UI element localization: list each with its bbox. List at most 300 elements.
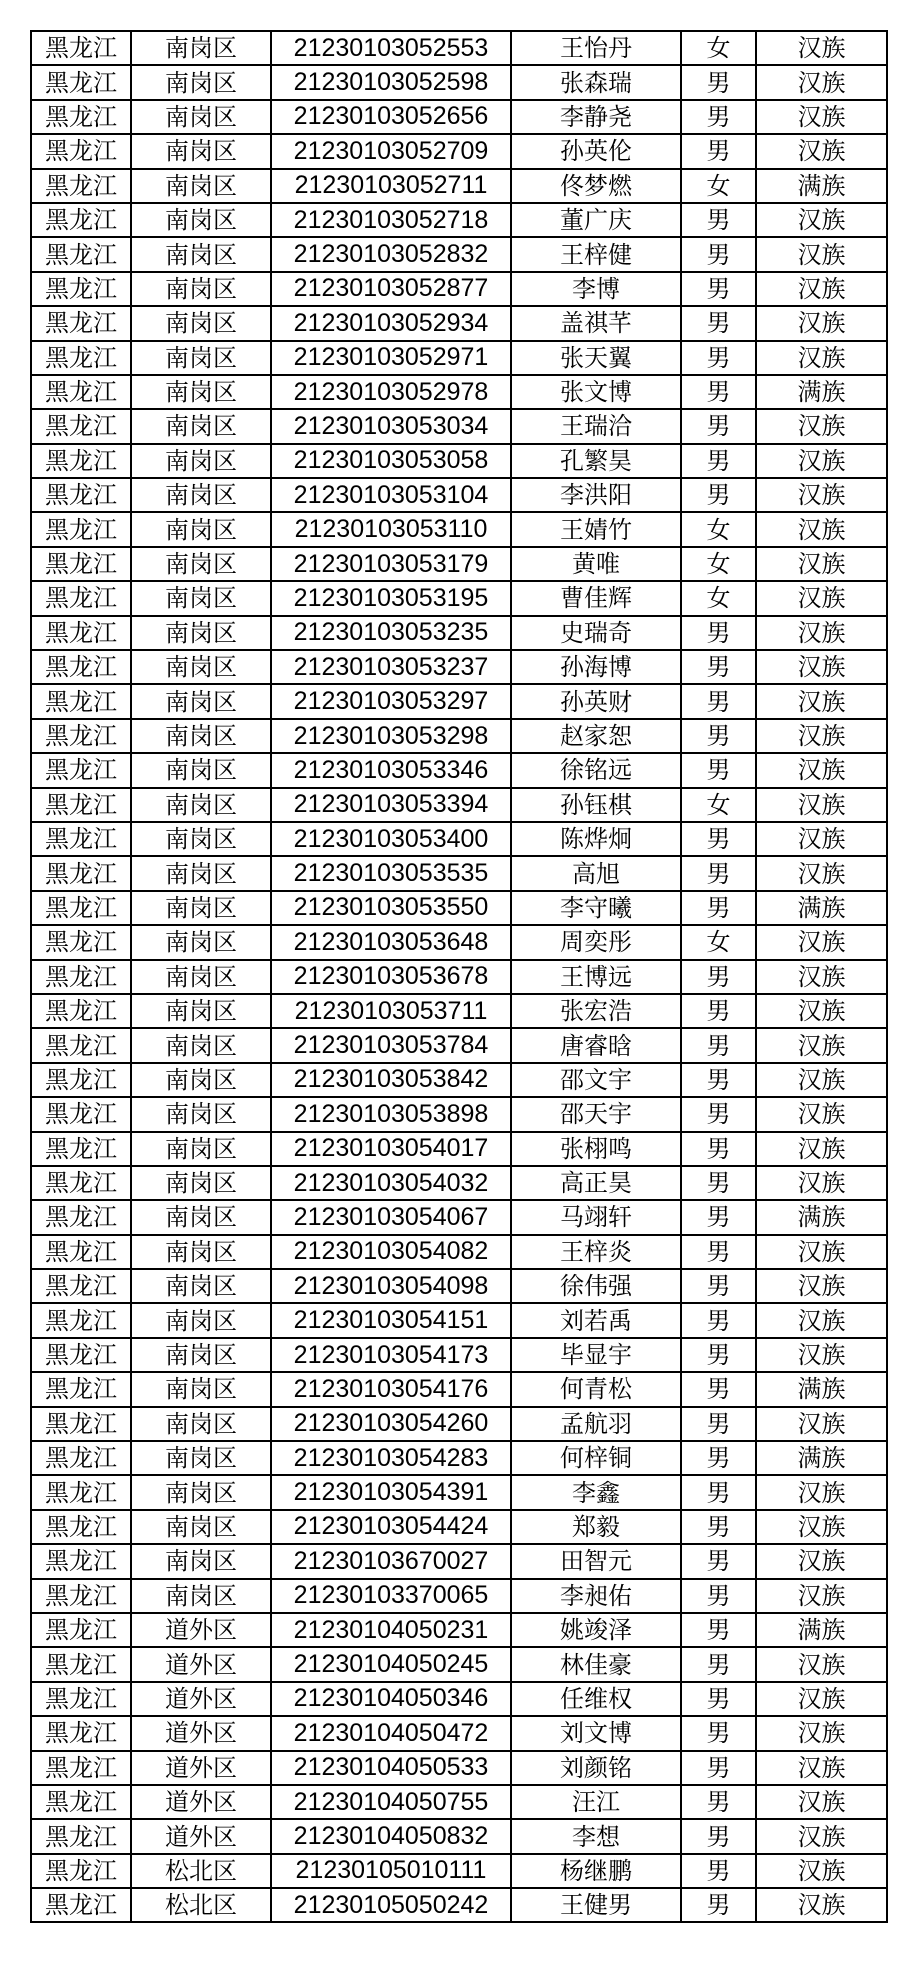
exam-number-cell: 21230104050755 <box>271 1785 511 1819</box>
ethnicity-cell: 汉族 <box>756 272 887 306</box>
district-cell: 道外区 <box>131 1647 271 1681</box>
exam-number-cell: 21230103052598 <box>271 65 511 99</box>
exam-number-cell: 21230103052832 <box>271 237 511 271</box>
ethnicity-cell: 汉族 <box>756 1647 887 1681</box>
table-row <box>31 1407 887 1441</box>
table-row <box>31 719 887 753</box>
ethnicity-cell: 汉族 <box>756 822 887 856</box>
table-row <box>31 1751 887 1785</box>
exam-number-cell: 21230103053298 <box>271 719 511 753</box>
ethnicity-cell: 汉族 <box>756 1475 887 1509</box>
name-cell: 刘若禹 <box>511 1303 681 1337</box>
name-cell: 孙海博 <box>511 650 681 684</box>
name-cell: 李博 <box>511 272 681 306</box>
table-row <box>31 994 887 1028</box>
name-cell: 盖祺芊 <box>511 306 681 340</box>
name-cell: 孟航羽 <box>511 1407 681 1441</box>
exam-number-cell: 21230105010111 <box>271 1854 511 1888</box>
exam-number-cell: 21230104050245 <box>271 1647 511 1681</box>
table-row <box>31 925 887 959</box>
ethnicity-cell: 汉族 <box>756 409 887 443</box>
gender-cell: 男 <box>681 753 756 787</box>
gender-cell: 男 <box>681 650 756 684</box>
name-cell: 张森瑞 <box>511 65 681 99</box>
district-cell: 南岗区 <box>131 925 271 959</box>
ethnicity-cell: 汉族 <box>756 1544 887 1578</box>
gender-cell: 男 <box>681 1510 756 1544</box>
province-cell: 黑龙江 <box>31 100 131 134</box>
name-cell: 林佳豪 <box>511 1647 681 1681</box>
gender-cell: 男 <box>681 1235 756 1269</box>
table-row <box>31 1579 887 1613</box>
province-cell: 黑龙江 <box>31 65 131 99</box>
district-cell: 南岗区 <box>131 272 271 306</box>
district-cell: 南岗区 <box>131 1028 271 1062</box>
table-row <box>31 684 887 718</box>
name-cell: 陈烨炯 <box>511 822 681 856</box>
name-cell: 李想 <box>511 1819 681 1853</box>
exam-number-cell: 21230103053678 <box>271 960 511 994</box>
table-row <box>31 856 887 890</box>
gender-cell: 男 <box>681 444 756 478</box>
name-cell: 王婧竹 <box>511 512 681 546</box>
gender-cell: 男 <box>681 891 756 925</box>
province-cell: 黑龙江 <box>31 616 131 650</box>
district-cell: 南岗区 <box>131 753 271 787</box>
province-cell: 黑龙江 <box>31 1579 131 1613</box>
table-row <box>31 1063 887 1097</box>
district-cell: 南岗区 <box>131 203 271 237</box>
gender-cell: 男 <box>681 134 756 168</box>
province-cell: 黑龙江 <box>31 684 131 718</box>
district-cell: 南岗区 <box>131 1372 271 1406</box>
name-cell: 李昶佑 <box>511 1579 681 1613</box>
province-cell: 黑龙江 <box>31 581 131 615</box>
gender-cell: 男 <box>681 409 756 443</box>
district-cell: 南岗区 <box>131 65 271 99</box>
table-row <box>31 1647 887 1681</box>
district-cell: 南岗区 <box>131 1303 271 1337</box>
province-cell: 黑龙江 <box>31 1269 131 1303</box>
ethnicity-cell: 汉族 <box>756 684 887 718</box>
district-cell: 南岗区 <box>131 1200 271 1234</box>
gender-cell: 男 <box>681 237 756 271</box>
exam-number-cell: 21230103053550 <box>271 891 511 925</box>
exam-number-cell: 21230103053400 <box>271 822 511 856</box>
province-cell: 黑龙江 <box>31 1063 131 1097</box>
exam-number-cell: 21230103053842 <box>271 1063 511 1097</box>
ethnicity-cell: 汉族 <box>756 512 887 546</box>
ethnicity-cell: 汉族 <box>756 1510 887 1544</box>
gender-cell: 男 <box>681 203 756 237</box>
district-cell: 松北区 <box>131 1854 271 1888</box>
district-cell: 南岗区 <box>131 856 271 890</box>
gender-cell: 男 <box>681 1544 756 1578</box>
gender-cell: 男 <box>681 1819 756 1853</box>
province-cell: 黑龙江 <box>31 375 131 409</box>
gender-cell: 男 <box>681 1028 756 1062</box>
table-row <box>31 1235 887 1269</box>
gender-cell: 女 <box>681 788 756 822</box>
name-cell: 张宏浩 <box>511 994 681 1028</box>
exam-number-cell: 21230103053297 <box>271 684 511 718</box>
exam-number-cell: 21230103052718 <box>271 203 511 237</box>
gender-cell: 男 <box>681 1751 756 1785</box>
gender-cell: 男 <box>681 1785 756 1819</box>
ethnicity-cell: 汉族 <box>756 1751 887 1785</box>
name-cell: 邵天宇 <box>511 1097 681 1131</box>
gender-cell: 男 <box>681 1132 756 1166</box>
exam-number-cell: 21230103053235 <box>271 616 511 650</box>
ethnicity-cell: 汉族 <box>756 1888 887 1922</box>
exam-number-cell: 21230103053110 <box>271 512 511 546</box>
table-row <box>31 1166 887 1200</box>
province-cell: 黑龙江 <box>31 925 131 959</box>
ethnicity-cell: 汉族 <box>756 581 887 615</box>
ethnicity-cell: 汉族 <box>756 1407 887 1441</box>
province-cell: 黑龙江 <box>31 1785 131 1819</box>
ethnicity-cell: 汉族 <box>756 1028 887 1062</box>
name-cell: 姚竣泽 <box>511 1613 681 1647</box>
province-cell: 黑龙江 <box>31 1544 131 1578</box>
district-cell: 南岗区 <box>131 1166 271 1200</box>
district-cell: 南岗区 <box>131 547 271 581</box>
province-cell: 黑龙江 <box>31 994 131 1028</box>
district-cell: 南岗区 <box>131 788 271 822</box>
province-cell: 黑龙江 <box>31 650 131 684</box>
table-row <box>31 1819 887 1853</box>
table-row <box>31 753 887 787</box>
ethnicity-cell: 汉族 <box>756 994 887 1028</box>
exam-number-cell: 21230103053104 <box>271 478 511 512</box>
table-row <box>31 1441 887 1475</box>
province-cell: 黑龙江 <box>31 203 131 237</box>
exam-number-cell: 21230103053058 <box>271 444 511 478</box>
exam-number-cell: 21230103053034 <box>271 409 511 443</box>
province-cell: 黑龙江 <box>31 1888 131 1922</box>
table-row <box>31 788 887 822</box>
name-cell: 何青松 <box>511 1372 681 1406</box>
ethnicity-cell: 汉族 <box>756 65 887 99</box>
exam-number-cell: 21230103052978 <box>271 375 511 409</box>
name-cell: 李静尧 <box>511 100 681 134</box>
exam-number-cell: 21230103054176 <box>271 1372 511 1406</box>
gender-cell: 男 <box>681 994 756 1028</box>
district-cell: 南岗区 <box>131 684 271 718</box>
exam-number-cell: 21230103052971 <box>271 341 511 375</box>
exam-number-cell: 21230103054082 <box>271 1235 511 1269</box>
name-cell: 汪江 <box>511 1785 681 1819</box>
table-row <box>31 169 887 203</box>
gender-cell: 男 <box>681 1854 756 1888</box>
gender-cell: 男 <box>681 719 756 753</box>
table-row <box>31 1510 887 1544</box>
name-cell: 杨继鹏 <box>511 1854 681 1888</box>
province-cell: 黑龙江 <box>31 1303 131 1337</box>
ethnicity-cell: 汉族 <box>756 1303 887 1337</box>
name-cell: 刘文博 <box>511 1716 681 1750</box>
province-cell: 黑龙江 <box>31 31 131 65</box>
district-cell: 南岗区 <box>131 1097 271 1131</box>
table-row <box>31 203 887 237</box>
ethnicity-cell: 满族 <box>756 1200 887 1234</box>
district-cell: 南岗区 <box>131 512 271 546</box>
table-row <box>31 512 887 546</box>
ethnicity-cell: 汉族 <box>756 960 887 994</box>
province-cell: 黑龙江 <box>31 512 131 546</box>
ethnicity-cell: 汉族 <box>756 100 887 134</box>
gender-cell: 女 <box>681 31 756 65</box>
province-cell: 黑龙江 <box>31 1372 131 1406</box>
ethnicity-cell: 汉族 <box>756 547 887 581</box>
district-cell: 南岗区 <box>131 409 271 443</box>
province-cell: 黑龙江 <box>31 1097 131 1131</box>
province-cell: 黑龙江 <box>31 237 131 271</box>
name-cell: 高正昊 <box>511 1166 681 1200</box>
name-cell: 李鑫 <box>511 1475 681 1509</box>
district-cell: 南岗区 <box>131 306 271 340</box>
name-cell: 佟梦燃 <box>511 169 681 203</box>
ethnicity-cell: 汉族 <box>756 1166 887 1200</box>
district-cell: 南岗区 <box>131 960 271 994</box>
province-cell: 黑龙江 <box>31 1716 131 1750</box>
gender-cell: 男 <box>681 100 756 134</box>
exam-number-cell: 21230103052553 <box>271 31 511 65</box>
gender-cell: 女 <box>681 169 756 203</box>
gender-cell: 男 <box>681 272 756 306</box>
district-cell: 南岗区 <box>131 341 271 375</box>
table-row <box>31 1372 887 1406</box>
exam-number-cell: 21230103054032 <box>271 1166 511 1200</box>
table-row <box>31 960 887 994</box>
gender-cell: 男 <box>681 1166 756 1200</box>
ethnicity-cell: 满族 <box>756 891 887 925</box>
province-cell: 黑龙江 <box>31 1407 131 1441</box>
province-cell: 黑龙江 <box>31 1235 131 1269</box>
district-cell: 南岗区 <box>131 478 271 512</box>
name-cell: 王健男 <box>511 1888 681 1922</box>
table-row <box>31 65 887 99</box>
exam-number-cell: 21230103053898 <box>271 1097 511 1131</box>
district-cell: 南岗区 <box>131 891 271 925</box>
district-cell: 南岗区 <box>131 1544 271 1578</box>
gender-cell: 男 <box>681 341 756 375</box>
ethnicity-cell: 汉族 <box>756 925 887 959</box>
exam-number-cell: 21230103053195 <box>271 581 511 615</box>
name-cell: 徐伟强 <box>511 1269 681 1303</box>
gender-cell: 男 <box>681 1441 756 1475</box>
ethnicity-cell: 汉族 <box>756 719 887 753</box>
exam-number-cell: 21230103054067 <box>271 1200 511 1234</box>
province-cell: 黑龙江 <box>31 1166 131 1200</box>
ethnicity-cell: 汉族 <box>756 1682 887 1716</box>
name-cell: 任维权 <box>511 1682 681 1716</box>
table-body <box>31 31 887 1922</box>
gender-cell: 男 <box>681 1269 756 1303</box>
name-cell: 何梓铜 <box>511 1441 681 1475</box>
province-cell: 黑龙江 <box>31 1132 131 1166</box>
ethnicity-cell: 汉族 <box>756 237 887 271</box>
name-cell: 张栩鸣 <box>511 1132 681 1166</box>
gender-cell: 男 <box>681 65 756 99</box>
district-cell: 道外区 <box>131 1785 271 1819</box>
district-cell: 南岗区 <box>131 719 271 753</box>
province-cell: 黑龙江 <box>31 960 131 994</box>
province-cell: 黑龙江 <box>31 1682 131 1716</box>
district-cell: 南岗区 <box>131 822 271 856</box>
table-row <box>31 1854 887 1888</box>
gender-cell: 男 <box>681 616 756 650</box>
district-cell: 南岗区 <box>131 1475 271 1509</box>
ethnicity-cell: 汉族 <box>756 1235 887 1269</box>
ethnicity-cell: 汉族 <box>756 306 887 340</box>
district-cell: 南岗区 <box>131 1235 271 1269</box>
ethnicity-cell: 汉族 <box>756 203 887 237</box>
table-row <box>31 341 887 375</box>
gender-cell: 男 <box>681 1579 756 1613</box>
ethnicity-cell: 汉族 <box>756 1132 887 1166</box>
district-cell: 南岗区 <box>131 444 271 478</box>
table-row <box>31 100 887 134</box>
ethnicity-cell: 汉族 <box>756 1269 887 1303</box>
gender-cell: 男 <box>681 306 756 340</box>
district-cell: 南岗区 <box>131 375 271 409</box>
exam-number-cell: 21230103052934 <box>271 306 511 340</box>
table-row <box>31 1613 887 1647</box>
table-row <box>31 1888 887 1922</box>
province-cell: 黑龙江 <box>31 891 131 925</box>
name-cell: 孙钰棋 <box>511 788 681 822</box>
name-cell: 孙英伦 <box>511 134 681 168</box>
ethnicity-cell: 满族 <box>756 375 887 409</box>
district-cell: 南岗区 <box>131 134 271 168</box>
name-cell: 曹佳辉 <box>511 581 681 615</box>
name-cell: 徐铭远 <box>511 753 681 787</box>
gender-cell: 男 <box>681 375 756 409</box>
exam-number-cell: 21230104050472 <box>271 1716 511 1750</box>
province-cell: 黑龙江 <box>31 1751 131 1785</box>
name-cell: 高旭 <box>511 856 681 890</box>
name-cell: 刘颜铭 <box>511 1751 681 1785</box>
ethnicity-cell: 满族 <box>756 1613 887 1647</box>
name-cell: 王梓炎 <box>511 1235 681 1269</box>
gender-cell: 女 <box>681 512 756 546</box>
ethnicity-cell: 汉族 <box>756 1854 887 1888</box>
table-row <box>31 31 887 65</box>
name-cell: 孔繁昊 <box>511 444 681 478</box>
province-cell: 黑龙江 <box>31 1028 131 1062</box>
province-cell: 黑龙江 <box>31 1475 131 1509</box>
province-cell: 黑龙江 <box>31 306 131 340</box>
ethnicity-cell: 汉族 <box>756 1097 887 1131</box>
exam-number-cell: 21230103052709 <box>271 134 511 168</box>
province-cell: 黑龙江 <box>31 444 131 478</box>
name-cell: 周奕彤 <box>511 925 681 959</box>
table-row <box>31 1132 887 1166</box>
district-cell: 南岗区 <box>131 1338 271 1372</box>
district-cell: 道外区 <box>131 1613 271 1647</box>
exam-number-cell: 21230103052877 <box>271 272 511 306</box>
exam-number-cell: 21230103370065 <box>271 1579 511 1613</box>
exam-number-cell: 21230103054098 <box>271 1269 511 1303</box>
gender-cell: 男 <box>681 1888 756 1922</box>
ethnicity-cell: 汉族 <box>756 856 887 890</box>
gender-cell: 男 <box>681 1407 756 1441</box>
table-row <box>31 1785 887 1819</box>
gender-cell: 男 <box>681 1716 756 1750</box>
ethnicity-cell: 汉族 <box>756 444 887 478</box>
district-cell: 南岗区 <box>131 1269 271 1303</box>
district-cell: 南岗区 <box>131 100 271 134</box>
exam-number-cell: 21230103053711 <box>271 994 511 1028</box>
province-cell: 黑龙江 <box>31 1854 131 1888</box>
exam-number-cell: 21230103054424 <box>271 1510 511 1544</box>
province-cell: 黑龙江 <box>31 1510 131 1544</box>
ethnicity-cell: 汉族 <box>756 1338 887 1372</box>
gender-cell: 男 <box>681 684 756 718</box>
gender-cell: 女 <box>681 925 756 959</box>
table-row <box>31 444 887 478</box>
province-cell: 黑龙江 <box>31 822 131 856</box>
province-cell: 黑龙江 <box>31 547 131 581</box>
ethnicity-cell: 汉族 <box>756 788 887 822</box>
table-row <box>31 478 887 512</box>
student-list-table <box>30 30 888 1923</box>
name-cell: 史瑞奇 <box>511 616 681 650</box>
table-row <box>31 1544 887 1578</box>
table-row <box>31 409 887 443</box>
district-cell: 南岗区 <box>131 1407 271 1441</box>
district-cell: 道外区 <box>131 1682 271 1716</box>
table-row <box>31 1097 887 1131</box>
district-cell: 道外区 <box>131 1819 271 1853</box>
ethnicity-cell: 满族 <box>756 1441 887 1475</box>
province-cell: 黑龙江 <box>31 272 131 306</box>
gender-cell: 男 <box>681 1682 756 1716</box>
ethnicity-cell: 满族 <box>756 169 887 203</box>
gender-cell: 男 <box>681 856 756 890</box>
gender-cell: 男 <box>681 822 756 856</box>
name-cell: 赵家恕 <box>511 719 681 753</box>
ethnicity-cell: 汉族 <box>756 31 887 65</box>
name-cell: 王怡丹 <box>511 31 681 65</box>
district-cell: 南岗区 <box>131 237 271 271</box>
name-cell: 张文博 <box>511 375 681 409</box>
exam-number-cell: 21230103053394 <box>271 788 511 822</box>
province-cell: 黑龙江 <box>31 1819 131 1853</box>
exam-number-cell: 21230103054283 <box>271 1441 511 1475</box>
district-cell: 南岗区 <box>131 581 271 615</box>
district-cell: 南岗区 <box>131 616 271 650</box>
table-row <box>31 375 887 409</box>
district-cell: 松北区 <box>131 1888 271 1922</box>
exam-number-cell: 21230103052711 <box>271 169 511 203</box>
name-cell: 黄唯 <box>511 547 681 581</box>
table-row <box>31 547 887 581</box>
ethnicity-cell: 汉族 <box>756 753 887 787</box>
gender-cell: 男 <box>681 1372 756 1406</box>
ethnicity-cell: 汉族 <box>756 478 887 512</box>
name-cell: 田智元 <box>511 1544 681 1578</box>
name-cell: 孙英财 <box>511 684 681 718</box>
name-cell: 董广庆 <box>511 203 681 237</box>
exam-number-cell: 21230104050832 <box>271 1819 511 1853</box>
gender-cell: 男 <box>681 1063 756 1097</box>
district-cell: 道外区 <box>131 1716 271 1750</box>
name-cell: 张天翼 <box>511 341 681 375</box>
gender-cell: 男 <box>681 1613 756 1647</box>
table-row <box>31 306 887 340</box>
